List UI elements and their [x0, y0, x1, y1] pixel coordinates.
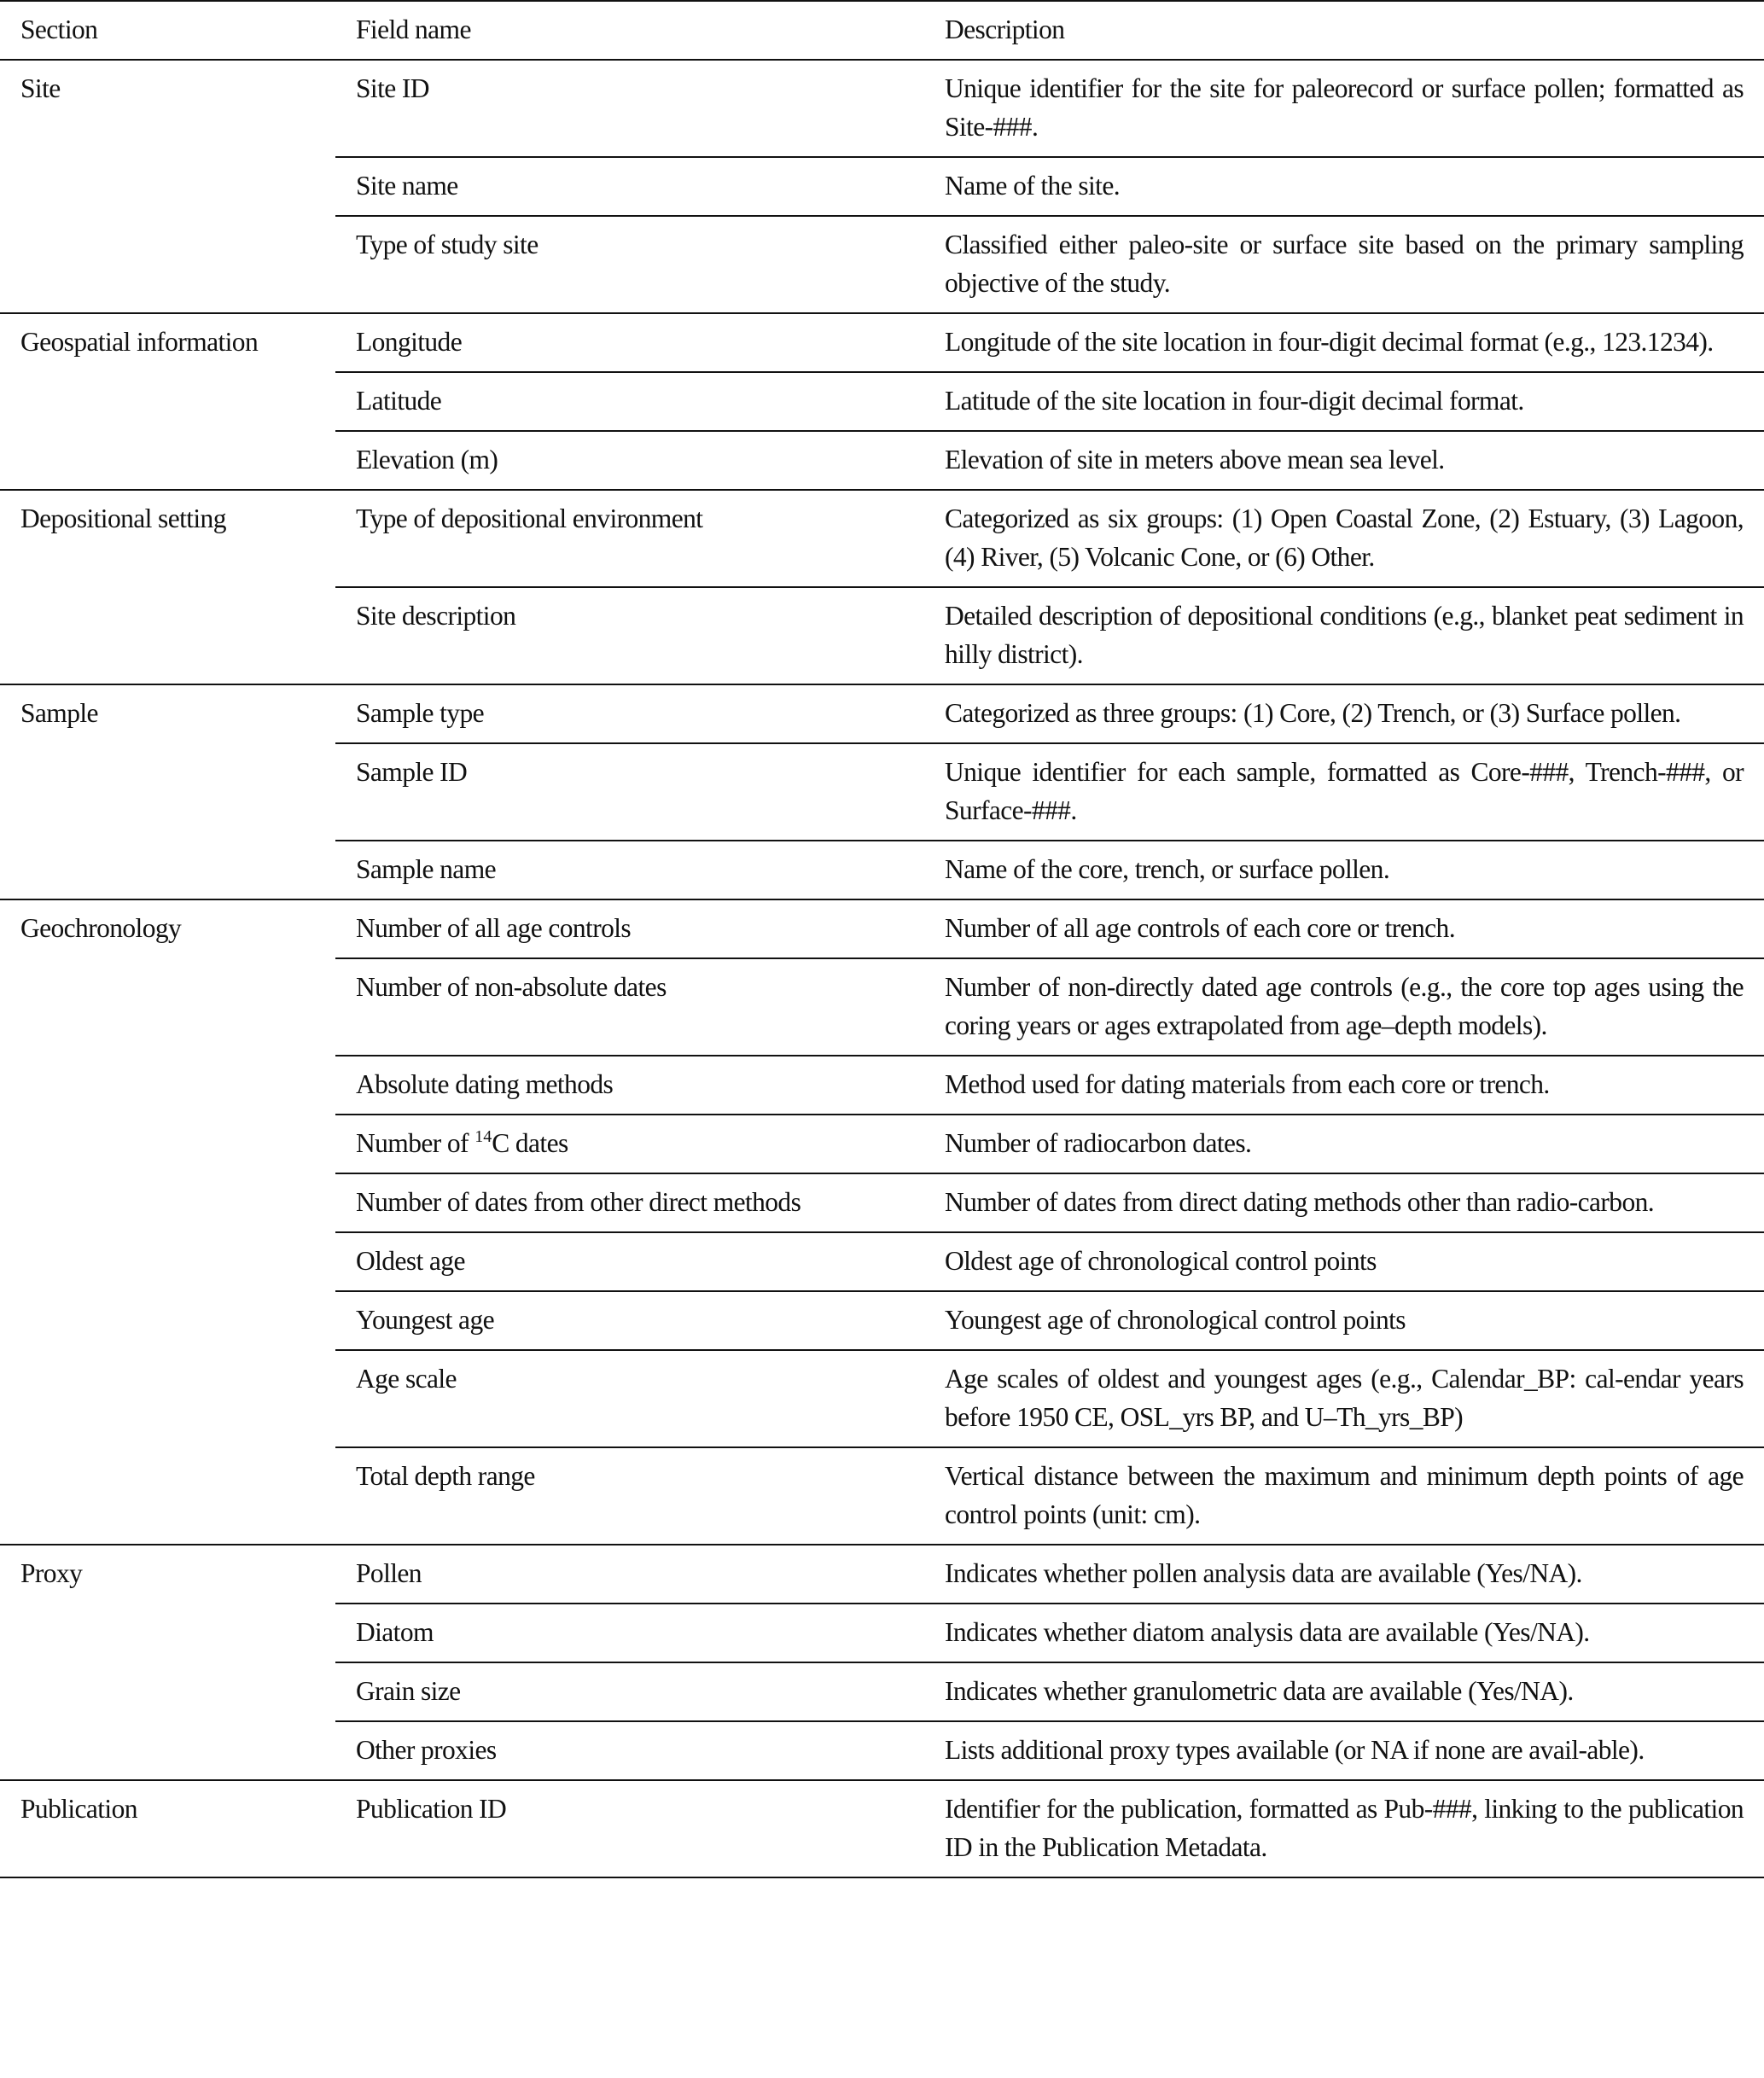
- field-name: Oldest age: [335, 1232, 924, 1291]
- field-description: Number of non-directly dated age controls (e.g., the core top ages using the coring years or ages extrapolated from age–depth models).: [924, 958, 1764, 1056]
- field-description: Vertical distance between the maximum and minimum depth points of age control points (unit: cm).: [924, 1447, 1764, 1545]
- table-body: [0, 60, 1764, 1877]
- section-label: Geospatial information: [0, 313, 335, 490]
- field-description: Longitude of the site location in four-digit decimal format (e.g., 123.1234).: [924, 313, 1764, 372]
- section-label: Site: [0, 60, 335, 313]
- field-name-suffix: C dates: [492, 1128, 568, 1158]
- section-label: Geochronology: [0, 899, 335, 1545]
- field-name-14c: [335, 1115, 924, 1173]
- field-name: Number of non-absolute dates: [335, 958, 924, 1056]
- field-name: Site description: [335, 587, 924, 684]
- field-name: Sample ID: [335, 743, 924, 841]
- field-description: Classified either paleo-site or surface site based on the primary sampling objective of the study.: [924, 216, 1764, 313]
- field-description: Detailed description of depositional conditions (e.g., blanket peat sediment in hilly district).: [924, 587, 1764, 684]
- section-label: Depositional setting: [0, 490, 335, 684]
- field-name: Total depth range: [335, 1447, 924, 1545]
- field-description: Categorized as three groups: (1) Core, (2) Trench, or (3) Surface pollen.: [924, 684, 1764, 743]
- field-description: Name of the site.: [924, 157, 1764, 216]
- field-description: Indicates whether diatom analysis data are available (Yes/NA).: [924, 1604, 1764, 1662]
- field-name: Publication ID: [335, 1780, 924, 1877]
- field-name: Youngest age: [335, 1291, 924, 1350]
- field-description: Age scales of oldest and youngest ages (e.g., Calendar_BP: cal-endar years before 1950 CE, OSL_yrs BP, and U–Th_yrs_BP): [924, 1350, 1764, 1447]
- field-name: Diatom: [335, 1604, 924, 1662]
- field-description: Categorized as six groups: (1) Open Coastal Zone, (2) Estuary, (3) Lagoon, (4) River, (5) Volcanic Cone, or (6) Other.: [924, 490, 1764, 587]
- field-name: Type of depositional environment: [335, 490, 924, 587]
- section-label: Publication: [0, 1780, 335, 1877]
- field-name-prefix: Number of: [356, 1128, 475, 1158]
- field-name: Latitude: [335, 372, 924, 431]
- field-name: Sample name: [335, 841, 924, 899]
- field-description: Indicates whether granulometric data are available (Yes/NA).: [924, 1662, 1764, 1721]
- field-name: Grain size: [335, 1662, 924, 1721]
- field-description: Number of dates from direct dating methods other than radio-carbon.: [924, 1173, 1764, 1232]
- table-row: [0, 684, 1764, 743]
- table-row: [0, 490, 1764, 587]
- field-name: Other proxies: [335, 1721, 924, 1780]
- field-name: Sample type: [335, 684, 924, 743]
- table-row: [0, 1545, 1764, 1604]
- field-description: Elevation of site in meters above mean sea level.: [924, 431, 1764, 490]
- field-description: Unique identifier for the site for paleorecord or surface pollen; formatted as Site-###.: [924, 60, 1764, 157]
- table-header: [0, 1, 1764, 60]
- field-name: Site ID: [335, 60, 924, 157]
- header-section: Section: [20, 15, 98, 44]
- table-row: [0, 60, 1764, 157]
- section-label: Proxy: [0, 1545, 335, 1780]
- field-description: Name of the core, trench, or surface pollen.: [924, 841, 1764, 899]
- field-description: Lists additional proxy types available (or NA if none are avail-able).: [924, 1721, 1764, 1780]
- field-description: Number of radiocarbon dates.: [924, 1115, 1764, 1173]
- field-description: Identifier for the publication, formatted as Pub-###, linking to the publication ID in the Publication Metadata.: [924, 1780, 1764, 1877]
- table-row: [0, 899, 1764, 958]
- field-name: Pollen: [335, 1545, 924, 1604]
- field-name: Age scale: [335, 1350, 924, 1447]
- field-description: Indicates whether pollen analysis data are available (Yes/NA).: [924, 1545, 1764, 1604]
- field-name: Number of dates from other direct methods: [335, 1173, 924, 1232]
- field-name: Absolute dating methods: [335, 1056, 924, 1115]
- field-description: Youngest age of chronological control points: [924, 1291, 1764, 1350]
- field-description: Oldest age of chronological control points: [924, 1232, 1764, 1291]
- header-description: Description: [945, 15, 1065, 44]
- section-label: Sample: [0, 684, 335, 899]
- field-name: Elevation (m): [335, 431, 924, 490]
- field-name: Site name: [335, 157, 924, 216]
- header-field-name: Field name: [356, 15, 471, 44]
- field-name: Type of study site: [335, 216, 924, 313]
- field-description: Method used for dating materials from each core or trench.: [924, 1056, 1764, 1115]
- field-description: Number of all age controls of each core or trench.: [924, 899, 1764, 958]
- table-row: [0, 313, 1764, 372]
- field-description: Latitude of the site location in four-digit decimal format.: [924, 372, 1764, 431]
- field-name: Number of all age controls: [335, 899, 924, 958]
- isotope-superscript: 14: [474, 1127, 492, 1146]
- field-description: Unique identifier for each sample, formatted as Core-###, Trench-###, or Surface-###.: [924, 743, 1764, 841]
- table-row: [0, 1780, 1764, 1877]
- header-row: [0, 1, 1764, 60]
- field-name: Longitude: [335, 313, 924, 372]
